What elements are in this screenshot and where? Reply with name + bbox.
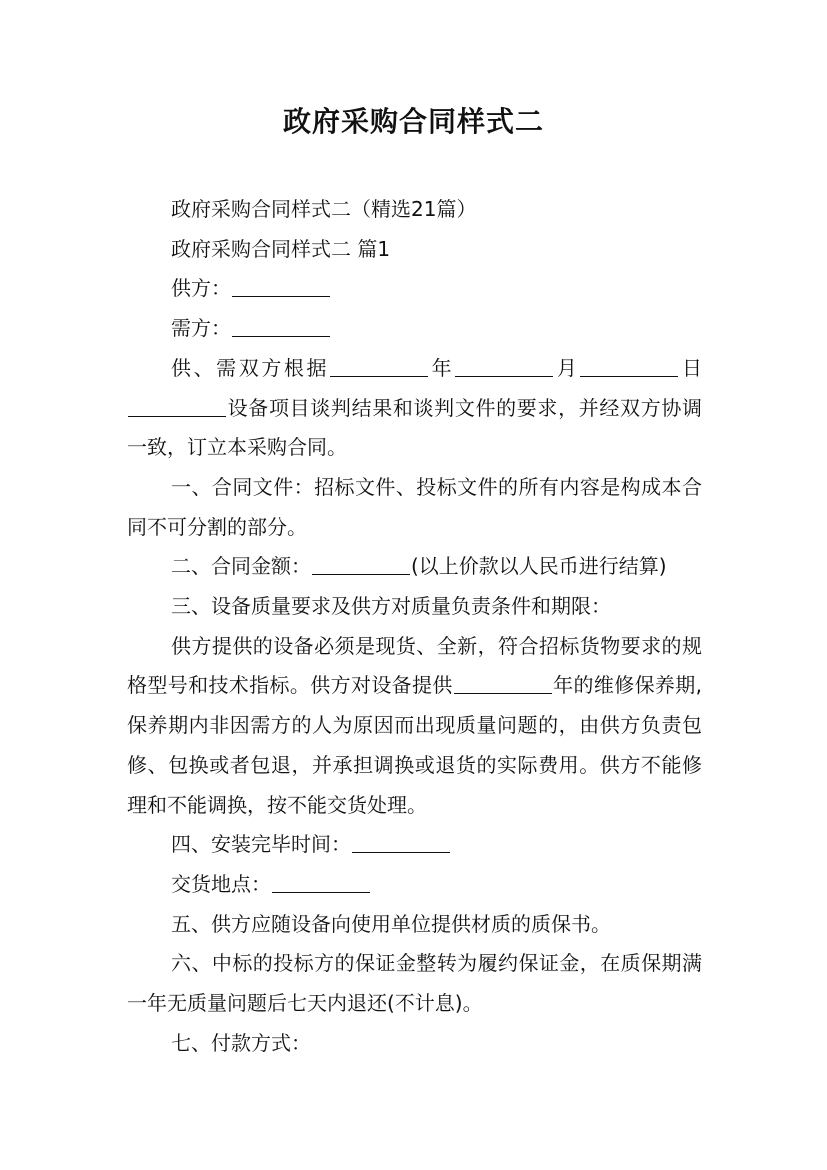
clause-3-prefix: 供方提供的设备必须是现货、全新，符合招标货物要求的规格型号和技术指标。供方对设备提供 — [127, 633, 702, 698]
supplier-blank[interactable] — [232, 276, 330, 297]
supplier-label: 供方： — [171, 276, 231, 301]
maintenance-years-blank[interactable] — [454, 673, 552, 694]
delivery-place-blank[interactable] — [272, 872, 370, 893]
section-heading: 政府采购合同样式二 篇1 — [171, 236, 391, 261]
clause-7: 七、付款方式： — [171, 1030, 311, 1055]
clause-4 — [127, 825, 702, 865]
clause-4-label: 四、安装完毕时间： — [171, 832, 351, 857]
install-time-blank[interactable] — [352, 832, 450, 853]
day-label: 日 — [679, 355, 703, 380]
delivery-place-label: 交货地点： — [171, 871, 271, 896]
clause-1: 一、合同文件：招标文件、投标文件的所有内容是构成本合同不可分割的部分。 — [127, 474, 702, 539]
clause-2 — [127, 547, 702, 587]
year-label: 年 — [429, 355, 455, 380]
clause-3-body — [127, 627, 702, 826]
day-blank[interactable] — [580, 356, 678, 377]
clause-6: 六、中标的投标方的保证金整转为履约保证金，在质保期满一年无质量问题后七天内退还(不计息)。 — [127, 951, 702, 1016]
month-label: 月 — [554, 355, 580, 380]
buyer-blank[interactable] — [232, 316, 330, 337]
buyer-line — [127, 309, 702, 349]
document-title: 政府采购合同样式二 — [282, 105, 544, 138]
clause-2-prefix: 二、合同金额： — [171, 554, 311, 579]
clause-5: 五、供方应随设备向使用单位提供材质的质保书。 — [171, 911, 611, 936]
document-subtitle: 政府采购合同样式二（精选21篇） — [171, 197, 477, 221]
basis-prefix: 供、需双方根据 — [171, 355, 330, 380]
contract-amount-blank[interactable] — [312, 554, 410, 575]
buyer-label: 需方： — [171, 316, 231, 341]
document-body — [127, 190, 702, 1063]
basis-suffix: 设备项目谈判结果和谈判文件的要求，并经双方协调一致，订立本采购合同。 — [127, 395, 702, 460]
basis-paragraph — [127, 349, 702, 468]
clause-3-heading: 三、设备质量要求及供方对质量负责条件和期限： — [171, 594, 611, 619]
supplier-line — [127, 269, 702, 309]
month-blank[interactable] — [455, 356, 553, 377]
delivery-place — [127, 865, 702, 905]
clause-2-suffix: (以上价款以人民币进行结算) — [411, 554, 667, 579]
clause-3-suffix: 年的维修保养期,保养期内非因需方的人为原因而出现质量问题的，由供方负责包修、包换或者包退，并承担调换或退货的实际费用。供方不能修理和不能调换，按不能交货处理。 — [127, 673, 703, 817]
project-blank[interactable] — [128, 396, 226, 417]
year-blank[interactable] — [330, 356, 428, 377]
